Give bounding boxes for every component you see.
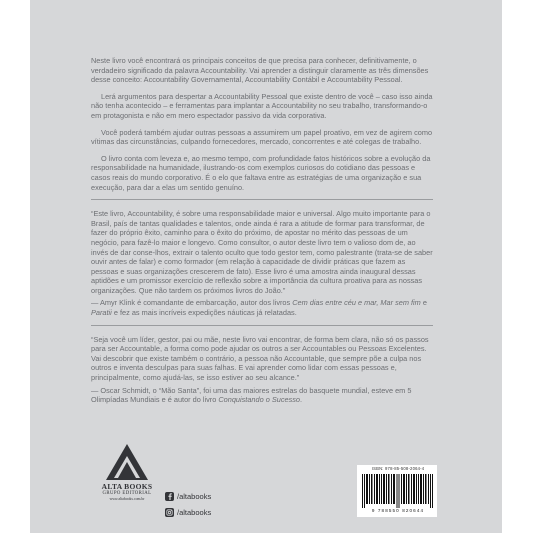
- publisher-subtitle: GRUPO EDITORIAL: [102, 491, 152, 496]
- instagram-icon: [165, 508, 174, 517]
- intro-paragraph-4: O livro conta com leveza e, ao mesmo tempo, com profundidade fatos históricos sobre a evolução da responsabilidade na humanidade, ilustrando-os com exemplos curiosos do cotidiano das pessoas e casos reais do mundo corporativo. É o elo que faltava entre as estratégias de uma organização e sua execução, para dar a elas um sentido genuíno.: [91, 153, 431, 192]
- instagram-handle: /altabooks: [177, 507, 212, 517]
- barcode-digits: 9 788550 820644: [371, 508, 425, 513]
- instagram-link[interactable]: [165, 506, 211, 518]
- barcode-icon: [362, 474, 434, 508]
- back-cover-text: [91, 56, 433, 412]
- intro-paragraph-3: Você poderá também ajudar outras pessoas a assumirem um papel proativo, em vez de agirem como vítimas das circunstâncias, culpando fornecedores, mercado, concorrentes e até colegas de trabalho.: [91, 127, 433, 147]
- divider: [91, 325, 433, 326]
- alta-books-logo-icon: [88, 442, 166, 514]
- isbn-text: ISBN: 978-85-508-2064-4: [371, 466, 425, 471]
- publisher-url: www.altabooks.com.br: [109, 497, 145, 501]
- social-links: [165, 490, 211, 522]
- testimonial-attribution: — Amyr Klink é comandante de embarcação, autor dos livros Cem dias entre céu e mar, Mar sem fim e Paratii e fez as mais incríveis expedições náuticas já relatadas.: [91, 298, 427, 318]
- testimonial-text: “Seja você um líder, gestor, pai ou mãe, neste livro vai encontrar, de forma bem clara, não só os passos para ser Accountable, a forma como pode ajudar os outros a ser Accountables ou Pessoas Excelentes. Vai descobrir que existe também o contrário, a pessoa não Accountable, que sempre põe a culpa nos outros e inventa desculpas para suas falhas. E vai aprender como lidar com essas pessoas e, principalmente, como ajudá-las, se isso estiver ao seu alcance.”: [91, 334, 429, 383]
- testimonial-amyr-klink: [91, 209, 433, 318]
- facebook-link[interactable]: [165, 490, 211, 502]
- divider: [91, 199, 433, 200]
- intro-paragraph-2: Lerá argumentos para despertar a Accountability Pessoal que existe dentro de você – caso isso ainda não tenha acontecido – e ferramentas para implantar a Accountability no seu trabalho, transformando-o em protagonista e não em mero espectador passivo da vida corporativa.: [91, 91, 433, 120]
- testimonial-attribution: — Oscar Schmidt, o “Mão Santa”, foi uma das maiores estrelas do basquete mundial, esteve em 5 Olimpíadas Mundiais e é autor do livro Conquistando o Sucesso.: [91, 385, 412, 405]
- publisher-name: ALTA BOOKS: [101, 482, 153, 491]
- testimonial-oscar-schmidt: [91, 335, 433, 405]
- facebook-icon: [165, 492, 174, 501]
- testimonial-text: “Este livro, Accountability, é sobre uma responsabilidade maior e universal. Algo muito importante para o Brasil, país de tantas qualidades e talentos, onde ainda é rara a atitude de formar para transformar, de fazer do próprio êxito, caminho para o êxito do próximo, de apostar no mérito das pessoas de um negócio, para fazê-lo maior e longevo. Como consultor, o autor deste livro tem o valioso dom de, ao invés de dar conse-lhos, extrair o talento oculto que todo gestor tem, como palestrante (trata-se de saber ouvir antes de falar) e como formador (em relação à capacidade de dividir práticas que fazem as pessoas e suas organizações crescerem de fato). Esse livro é uma amostra ainda inaugural dessas aptidões e um promissor exercício de reflexão sobre a importância da cultura proativa para as nossas organizações. Que não tardem os próximos livros do João.”: [91, 209, 433, 295]
- intro-paragraph-1: Neste livro você encontrará os principais conceitos de que precisa para conhecer, definitivamente, o verdadeiro significado da palavra Accountability. Vai aprender a distinguir claramente as três dimensões desse conceito: Accountability Governamental, Accountability Contábil e Accountability Pessoal.: [91, 56, 429, 85]
- facebook-handle: /altabooks: [177, 491, 212, 501]
- publisher-logo-text: [88, 482, 166, 502]
